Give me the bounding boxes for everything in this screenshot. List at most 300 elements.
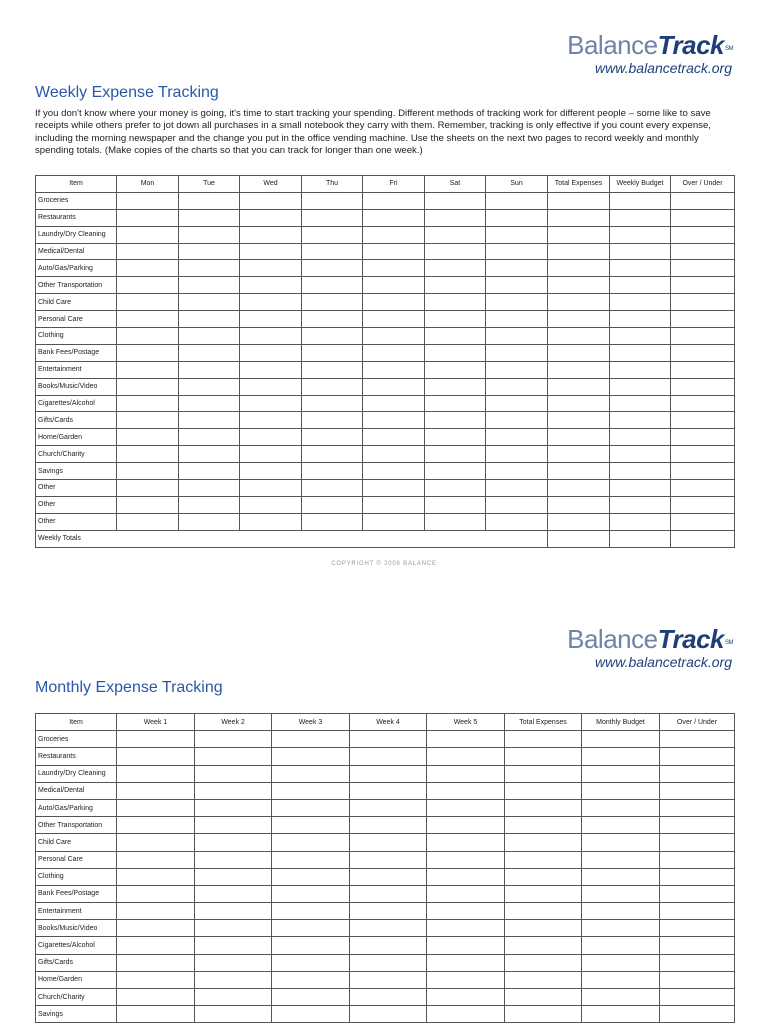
entry-cell[interactable] (195, 937, 272, 954)
entry-cell[interactable] (486, 209, 548, 226)
entry-cell[interactable] (272, 782, 350, 799)
entry-cell[interactable] (425, 378, 486, 395)
entry-cell[interactable] (350, 989, 427, 1006)
entry-cell[interactable] (486, 429, 548, 446)
entry-cell[interactable] (350, 748, 427, 765)
entry-cell[interactable] (582, 868, 660, 885)
entry-cell[interactable] (505, 765, 582, 782)
entry-cell[interactable] (582, 817, 660, 834)
entry-cell[interactable] (117, 513, 179, 530)
entry-cell[interactable] (548, 463, 610, 480)
entry-cell[interactable] (350, 817, 427, 834)
entry-cell[interactable] (363, 328, 425, 345)
entry-cell[interactable] (425, 395, 486, 412)
entry-cell[interactable] (350, 1006, 427, 1023)
entry-cell[interactable] (272, 885, 350, 902)
entry-cell[interactable] (548, 412, 610, 429)
entry-cell[interactable] (117, 277, 179, 294)
entry-cell[interactable] (610, 260, 671, 277)
entry-cell[interactable] (671, 429, 735, 446)
entry-cell[interactable] (195, 903, 272, 920)
entry-cell[interactable] (660, 765, 735, 782)
entry-cell[interactable] (610, 344, 671, 361)
entry-cell[interactable] (195, 885, 272, 902)
entry-cell[interactable] (505, 868, 582, 885)
entry-cell[interactable] (671, 328, 735, 345)
entry-cell[interactable] (117, 903, 195, 920)
entry-cell[interactable] (425, 480, 486, 497)
entry-cell[interactable] (302, 412, 363, 429)
entry-cell[interactable] (660, 971, 735, 988)
entry-cell[interactable] (427, 885, 505, 902)
entry-cell[interactable] (195, 851, 272, 868)
entry-cell[interactable] (179, 209, 240, 226)
entry-cell[interactable] (660, 989, 735, 1006)
entry-cell[interactable] (548, 294, 610, 311)
entry-cell[interactable] (195, 782, 272, 799)
entry-cell[interactable] (363, 361, 425, 378)
entry-cell[interactable] (660, 903, 735, 920)
entry-cell[interactable] (610, 243, 671, 260)
entry-cell[interactable] (117, 243, 179, 260)
entry-cell[interactable] (117, 765, 195, 782)
entry-cell[interactable] (427, 937, 505, 954)
entry-cell[interactable] (505, 799, 582, 816)
entry-cell[interactable] (179, 294, 240, 311)
entry-cell[interactable] (363, 378, 425, 395)
entry-cell[interactable] (179, 344, 240, 361)
entry-cell[interactable] (272, 937, 350, 954)
entry-cell[interactable] (548, 311, 610, 328)
entry-cell[interactable] (427, 731, 505, 748)
entry-cell[interactable] (548, 446, 610, 463)
entry-cell[interactable] (671, 226, 735, 243)
entry-cell[interactable] (117, 378, 179, 395)
entry-cell[interactable] (195, 954, 272, 971)
entry-cell[interactable] (671, 192, 735, 209)
entry-cell[interactable] (117, 361, 179, 378)
entry-cell[interactable] (425, 260, 486, 277)
entry-cell[interactable] (195, 799, 272, 816)
entry-cell[interactable] (240, 513, 302, 530)
entry-cell[interactable] (117, 328, 179, 345)
entry-cell[interactable] (671, 260, 735, 277)
entry-cell[interactable] (117, 731, 195, 748)
entry-cell[interactable] (240, 446, 302, 463)
entry-cell[interactable] (660, 731, 735, 748)
entry-cell[interactable] (240, 328, 302, 345)
entry-cell[interactable] (425, 209, 486, 226)
entry-cell[interactable] (272, 868, 350, 885)
entry-cell[interactable] (272, 817, 350, 834)
entry-cell[interactable] (272, 954, 350, 971)
entry-cell[interactable] (179, 513, 240, 530)
entry-cell[interactable] (548, 209, 610, 226)
entry-cell[interactable] (660, 748, 735, 765)
entry-cell[interactable] (195, 868, 272, 885)
entry-cell[interactable] (179, 311, 240, 328)
entry-cell[interactable] (548, 328, 610, 345)
entry-cell[interactable] (240, 209, 302, 226)
entry-cell[interactable] (660, 1006, 735, 1023)
entry-cell[interactable] (363, 344, 425, 361)
entry-cell[interactable] (610, 226, 671, 243)
entry-cell[interactable] (427, 920, 505, 937)
entry-cell[interactable] (117, 868, 195, 885)
entry-cell[interactable] (363, 463, 425, 480)
entry-cell[interactable] (671, 344, 735, 361)
entry-cell[interactable] (179, 226, 240, 243)
entry-cell[interactable] (117, 395, 179, 412)
entry-cell[interactable] (610, 378, 671, 395)
entry-cell[interactable] (302, 294, 363, 311)
entry-cell[interactable] (117, 480, 179, 497)
entry-cell[interactable] (117, 937, 195, 954)
entry-cell[interactable] (425, 243, 486, 260)
entry-cell[interactable] (240, 192, 302, 209)
entry-cell[interactable] (486, 378, 548, 395)
entry-cell[interactable] (505, 937, 582, 954)
entry-cell[interactable] (425, 328, 486, 345)
entry-cell[interactable] (486, 463, 548, 480)
entry-cell[interactable] (302, 496, 363, 513)
entry-cell[interactable] (660, 799, 735, 816)
entry-cell[interactable] (117, 226, 179, 243)
entry-cell[interactable] (195, 748, 272, 765)
entry-cell[interactable] (363, 496, 425, 513)
entry-cell[interactable] (427, 989, 505, 1006)
entry-cell[interactable] (486, 513, 548, 530)
entry-cell[interactable] (582, 851, 660, 868)
entry-cell[interactable] (302, 226, 363, 243)
entry-cell[interactable] (505, 731, 582, 748)
entry-cell[interactable] (240, 412, 302, 429)
entry-cell[interactable] (240, 361, 302, 378)
entry-cell[interactable] (427, 782, 505, 799)
entry-cell[interactable] (660, 885, 735, 902)
entry-cell[interactable] (179, 463, 240, 480)
entry-cell[interactable] (302, 328, 363, 345)
entry-cell[interactable] (582, 885, 660, 902)
entry-cell[interactable] (505, 782, 582, 799)
entry-cell[interactable] (350, 885, 427, 902)
entry-cell[interactable] (195, 731, 272, 748)
entry-cell[interactable] (363, 209, 425, 226)
entry-cell[interactable] (117, 817, 195, 834)
entry-cell[interactable] (272, 1006, 350, 1023)
entry-cell[interactable] (117, 294, 179, 311)
entry-cell[interactable] (179, 412, 240, 429)
entry-cell[interactable] (302, 209, 363, 226)
entry-cell[interactable] (350, 920, 427, 937)
entry-cell[interactable] (425, 361, 486, 378)
entry-cell[interactable] (610, 209, 671, 226)
entry-cell[interactable] (671, 412, 735, 429)
entry-cell[interactable] (548, 277, 610, 294)
entry-cell[interactable] (427, 817, 505, 834)
entry-cell[interactable] (363, 446, 425, 463)
entry-cell[interactable] (272, 903, 350, 920)
entry-cell[interactable] (505, 989, 582, 1006)
entry-cell[interactable] (548, 429, 610, 446)
entry-cell[interactable] (610, 192, 671, 209)
entry-cell[interactable] (302, 395, 363, 412)
entry-cell[interactable] (117, 885, 195, 902)
entry-cell[interactable] (302, 361, 363, 378)
entry-cell[interactable] (117, 782, 195, 799)
entry-cell[interactable] (427, 903, 505, 920)
entry-cell[interactable] (272, 989, 350, 1006)
entry-cell[interactable] (117, 834, 195, 851)
entry-cell[interactable] (610, 429, 671, 446)
entry-cell[interactable] (610, 294, 671, 311)
entry-cell[interactable] (660, 937, 735, 954)
entry-cell[interactable] (582, 782, 660, 799)
entry-cell[interactable] (660, 782, 735, 799)
entry-cell[interactable] (117, 260, 179, 277)
entry-cell[interactable] (350, 782, 427, 799)
entry-cell[interactable] (179, 361, 240, 378)
entry-cell[interactable] (486, 496, 548, 513)
entry-cell[interactable] (240, 226, 302, 243)
entry-cell[interactable] (660, 920, 735, 937)
entry-cell[interactable] (425, 412, 486, 429)
entry-cell[interactable] (179, 192, 240, 209)
entry-cell[interactable] (582, 989, 660, 1006)
entry-cell[interactable] (179, 378, 240, 395)
entry-cell[interactable] (671, 395, 735, 412)
entry-cell[interactable] (240, 311, 302, 328)
entry-cell[interactable] (272, 799, 350, 816)
entry-cell[interactable] (582, 748, 660, 765)
entry-cell[interactable] (427, 765, 505, 782)
total-cell[interactable] (671, 530, 735, 547)
entry-cell[interactable] (582, 1006, 660, 1023)
entry-cell[interactable] (582, 954, 660, 971)
entry-cell[interactable] (671, 463, 735, 480)
entry-cell[interactable] (610, 496, 671, 513)
entry-cell[interactable] (195, 817, 272, 834)
entry-cell[interactable] (548, 243, 610, 260)
entry-cell[interactable] (363, 480, 425, 497)
entry-cell[interactable] (117, 446, 179, 463)
entry-cell[interactable] (610, 311, 671, 328)
entry-cell[interactable] (179, 480, 240, 497)
entry-cell[interactable] (610, 480, 671, 497)
entry-cell[interactable] (671, 378, 735, 395)
entry-cell[interactable] (302, 480, 363, 497)
entry-cell[interactable] (363, 429, 425, 446)
entry-cell[interactable] (363, 260, 425, 277)
entry-cell[interactable] (548, 344, 610, 361)
entry-cell[interactable] (671, 513, 735, 530)
entry-cell[interactable] (548, 395, 610, 412)
entry-cell[interactable] (505, 834, 582, 851)
entry-cell[interactable] (427, 1006, 505, 1023)
entry-cell[interactable] (179, 395, 240, 412)
entry-cell[interactable] (302, 277, 363, 294)
entry-cell[interactable] (610, 446, 671, 463)
entry-cell[interactable] (582, 937, 660, 954)
entry-cell[interactable] (272, 971, 350, 988)
entry-cell[interactable] (660, 817, 735, 834)
entry-cell[interactable] (363, 412, 425, 429)
entry-cell[interactable] (117, 463, 179, 480)
entry-cell[interactable] (195, 834, 272, 851)
entry-cell[interactable] (350, 971, 427, 988)
entry-cell[interactable] (548, 480, 610, 497)
entry-cell[interactable] (272, 765, 350, 782)
entry-cell[interactable] (660, 851, 735, 868)
entry-cell[interactable] (179, 243, 240, 260)
entry-cell[interactable] (240, 277, 302, 294)
entry-cell[interactable] (548, 361, 610, 378)
entry-cell[interactable] (363, 311, 425, 328)
entry-cell[interactable] (582, 920, 660, 937)
entry-cell[interactable] (425, 344, 486, 361)
entry-cell[interactable] (427, 851, 505, 868)
entry-cell[interactable] (272, 834, 350, 851)
entry-cell[interactable] (505, 903, 582, 920)
entry-cell[interactable] (671, 311, 735, 328)
entry-cell[interactable] (117, 311, 179, 328)
entry-cell[interactable] (302, 344, 363, 361)
entry-cell[interactable] (671, 294, 735, 311)
entry-cell[interactable] (302, 513, 363, 530)
entry-cell[interactable] (486, 412, 548, 429)
entry-cell[interactable] (671, 496, 735, 513)
entry-cell[interactable] (486, 243, 548, 260)
entry-cell[interactable] (486, 446, 548, 463)
entry-cell[interactable] (195, 971, 272, 988)
entry-cell[interactable] (363, 294, 425, 311)
entry-cell[interactable] (195, 1006, 272, 1023)
entry-cell[interactable] (427, 971, 505, 988)
entry-cell[interactable] (548, 513, 610, 530)
entry-cell[interactable] (117, 412, 179, 429)
entry-cell[interactable] (427, 748, 505, 765)
entry-cell[interactable] (427, 834, 505, 851)
entry-cell[interactable] (425, 496, 486, 513)
entry-cell[interactable] (610, 513, 671, 530)
entry-cell[interactable] (350, 765, 427, 782)
entry-cell[interactable] (350, 834, 427, 851)
entry-cell[interactable] (486, 294, 548, 311)
entry-cell[interactable] (660, 868, 735, 885)
entry-cell[interactable] (302, 192, 363, 209)
entry-cell[interactable] (486, 328, 548, 345)
entry-cell[interactable] (179, 260, 240, 277)
entry-cell[interactable] (582, 903, 660, 920)
entry-cell[interactable] (350, 799, 427, 816)
entry-cell[interactable] (302, 243, 363, 260)
entry-cell[interactable] (671, 446, 735, 463)
entry-cell[interactable] (302, 429, 363, 446)
entry-cell[interactable] (363, 277, 425, 294)
entry-cell[interactable] (486, 192, 548, 209)
entry-cell[interactable] (505, 885, 582, 902)
entry-cell[interactable] (240, 243, 302, 260)
entry-cell[interactable] (117, 989, 195, 1006)
entry-cell[interactable] (117, 496, 179, 513)
entry-cell[interactable] (240, 294, 302, 311)
entry-cell[interactable] (195, 765, 272, 782)
entry-cell[interactable] (610, 277, 671, 294)
entry-cell[interactable] (505, 748, 582, 765)
entry-cell[interactable] (548, 226, 610, 243)
total-cell[interactable] (548, 530, 610, 547)
entry-cell[interactable] (240, 480, 302, 497)
entry-cell[interactable] (548, 260, 610, 277)
entry-cell[interactable] (425, 226, 486, 243)
entry-cell[interactable] (486, 395, 548, 412)
entry-cell[interactable] (610, 395, 671, 412)
entry-cell[interactable] (117, 748, 195, 765)
entry-cell[interactable] (272, 920, 350, 937)
entry-cell[interactable] (505, 817, 582, 834)
entry-cell[interactable] (486, 311, 548, 328)
entry-cell[interactable] (117, 209, 179, 226)
entry-cell[interactable] (582, 765, 660, 782)
entry-cell[interactable] (302, 260, 363, 277)
entry-cell[interactable] (486, 361, 548, 378)
entry-cell[interactable] (486, 277, 548, 294)
entry-cell[interactable] (363, 192, 425, 209)
entry-cell[interactable] (486, 226, 548, 243)
entry-cell[interactable] (505, 954, 582, 971)
entry-cell[interactable] (117, 954, 195, 971)
entry-cell[interactable] (582, 799, 660, 816)
entry-cell[interactable] (117, 799, 195, 816)
entry-cell[interactable] (240, 429, 302, 446)
entry-cell[interactable] (363, 395, 425, 412)
entry-cell[interactable] (272, 731, 350, 748)
entry-cell[interactable] (486, 344, 548, 361)
entry-cell[interactable] (427, 868, 505, 885)
entry-cell[interactable] (350, 903, 427, 920)
entry-cell[interactable] (302, 463, 363, 480)
entry-cell[interactable] (548, 192, 610, 209)
entry-cell[interactable] (363, 226, 425, 243)
entry-cell[interactable] (179, 446, 240, 463)
entry-cell[interactable] (240, 378, 302, 395)
entry-cell[interactable] (610, 361, 671, 378)
entry-cell[interactable] (363, 243, 425, 260)
entry-cell[interactable] (272, 748, 350, 765)
entry-cell[interactable] (302, 311, 363, 328)
entry-cell[interactable] (350, 868, 427, 885)
entry-cell[interactable] (117, 344, 179, 361)
entry-cell[interactable] (671, 361, 735, 378)
entry-cell[interactable] (240, 496, 302, 513)
entry-cell[interactable] (179, 496, 240, 513)
entry-cell[interactable] (486, 260, 548, 277)
entry-cell[interactable] (425, 513, 486, 530)
entry-cell[interactable] (363, 513, 425, 530)
entry-cell[interactable] (582, 731, 660, 748)
entry-cell[interactable] (117, 851, 195, 868)
entry-cell[interactable] (350, 954, 427, 971)
entry-cell[interactable] (505, 971, 582, 988)
entry-cell[interactable] (302, 378, 363, 395)
entry-cell[interactable] (582, 834, 660, 851)
entry-cell[interactable] (350, 731, 427, 748)
entry-cell[interactable] (486, 480, 548, 497)
entry-cell[interactable] (582, 971, 660, 988)
entry-cell[interactable] (240, 344, 302, 361)
entry-cell[interactable] (427, 954, 505, 971)
entry-cell[interactable] (117, 1006, 195, 1023)
